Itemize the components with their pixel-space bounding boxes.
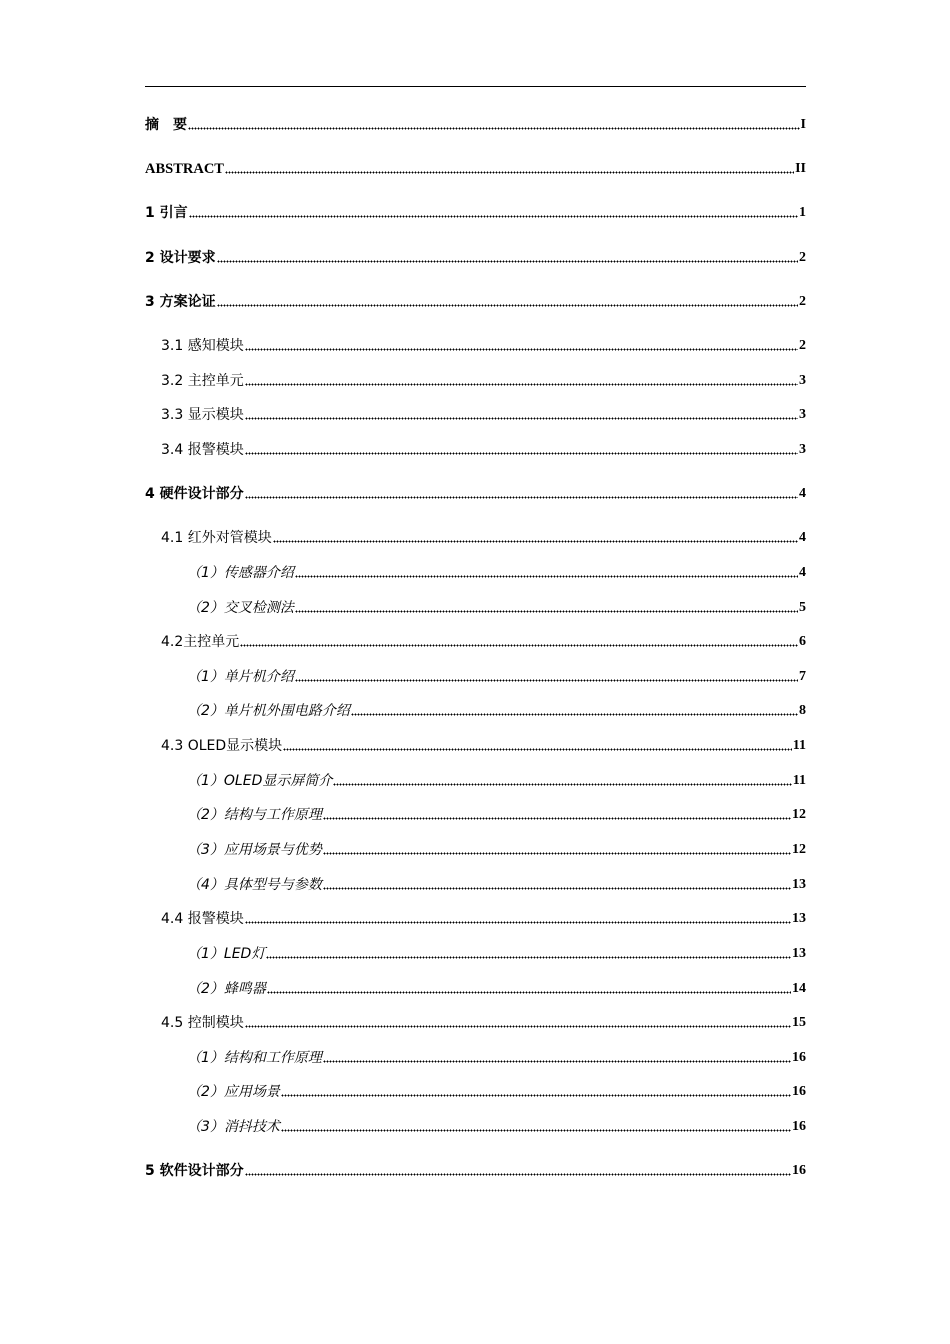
toc-entry[interactable] xyxy=(187,562,806,582)
toc-entry[interactable] xyxy=(187,1116,806,1136)
toc-dot-leader xyxy=(333,783,791,786)
toc-entry-label: 4.1 红外对管模块 xyxy=(161,530,272,546)
toc-dot-leader xyxy=(217,260,798,263)
toc-entry[interactable] xyxy=(187,804,806,824)
toc-entry[interactable] xyxy=(161,908,806,928)
toc-entry-page-number: 16 xyxy=(792,1119,806,1134)
toc-entry[interactable] xyxy=(145,114,806,134)
toc-entry-page-number: 2 xyxy=(799,338,806,353)
toc-entry-page-number: 5 xyxy=(799,600,806,615)
toc-entry-label: （2）单片机外围电路介绍 xyxy=(187,703,350,719)
toc-entry[interactable] xyxy=(187,597,806,617)
toc-entry[interactable] xyxy=(187,874,806,894)
toc-entry[interactable] xyxy=(161,370,806,390)
toc-dot-leader xyxy=(225,171,794,174)
toc-dot-leader xyxy=(188,127,800,130)
toc-entry-label: 3.2 主控单元 xyxy=(161,373,244,389)
toc-entry-page-number: 11 xyxy=(792,738,806,753)
toc-entry-label: （2）交叉检测法 xyxy=(187,600,294,616)
toc-entry-page-number: 16 xyxy=(792,1050,806,1065)
toc-dot-leader xyxy=(245,383,798,386)
toc-dot-leader xyxy=(245,496,798,499)
toc-entry-page-number: 2 xyxy=(799,250,806,265)
toc-entry-label: 5 软件设计部分 xyxy=(145,1163,244,1179)
toc-entry-page-number: 3 xyxy=(799,442,806,457)
header-rule xyxy=(145,86,806,87)
toc-entry[interactable] xyxy=(161,439,806,459)
toc-entry-label: （1）OLED显示屏简介 xyxy=(187,773,333,789)
toc-entry-page-number: 13 xyxy=(792,911,806,926)
toc-entry[interactable] xyxy=(161,1012,806,1032)
toc-entry-label: （1）传感器介绍 xyxy=(187,565,294,581)
toc-dot-leader xyxy=(245,1173,791,1176)
toc-dot-leader xyxy=(217,304,798,307)
toc-entry[interactable] xyxy=(187,666,806,686)
toc-entry-label: （4）具体型号与参数 xyxy=(187,877,322,893)
toc-dot-leader xyxy=(267,991,791,994)
toc-entry[interactable] xyxy=(161,404,806,424)
toc-dot-leader xyxy=(273,540,798,543)
toc-entry-page-number: 13 xyxy=(792,946,806,961)
toc-entry-page-number: 4 xyxy=(799,565,806,580)
toc-entry-label: ABSTRACT xyxy=(145,161,224,177)
toc-entry-label: 4.2主控单元 xyxy=(161,634,240,650)
toc-entry[interactable] xyxy=(145,483,806,503)
toc-dot-leader xyxy=(245,1025,791,1028)
toc-entry-page-number: 12 xyxy=(792,807,806,822)
toc-entry-page-number: 13 xyxy=(792,877,806,892)
toc-entry-label: 4.5 控制模块 xyxy=(161,1015,244,1031)
toc-entry-label: （1）单片机介绍 xyxy=(187,669,294,685)
toc-dot-leader xyxy=(240,644,798,647)
toc-dot-leader xyxy=(281,1129,791,1132)
toc-entry-page-number: 2 xyxy=(799,294,806,309)
toc-dot-leader xyxy=(295,679,798,682)
toc-dot-leader xyxy=(283,748,792,751)
toc-entry[interactable] xyxy=(187,1081,806,1101)
toc-entry-label: 3.1 感知模块 xyxy=(161,338,244,354)
toc-entry-label: 3.3 显示模块 xyxy=(161,407,244,423)
toc-entry[interactable] xyxy=(187,1047,806,1067)
toc-dot-leader xyxy=(245,452,798,455)
toc-entry-label: 1 引言 xyxy=(145,205,188,221)
toc-entry-label: （2）蜂鸣器 xyxy=(187,981,266,997)
toc-entry-page-number: I xyxy=(800,117,806,132)
toc-entry-page-number: 4 xyxy=(799,486,806,501)
toc-dot-leader xyxy=(245,348,798,351)
toc-entry-label: 4.4 报警模块 xyxy=(161,911,244,927)
toc-dot-leader xyxy=(245,921,791,924)
toc-entry[interactable] xyxy=(187,978,806,998)
toc-dot-leader xyxy=(295,575,798,578)
toc-entry-page-number: 16 xyxy=(792,1163,806,1178)
toc-entry[interactable] xyxy=(187,943,806,963)
toc-entry[interactable] xyxy=(145,247,806,267)
toc-entry[interactable] xyxy=(145,202,806,222)
toc-entry[interactable] xyxy=(145,158,806,178)
toc-entry-label: 2 设计要求 xyxy=(145,250,216,266)
toc-dot-leader xyxy=(295,610,798,613)
toc-entry-label: （2）结构与工作原理 xyxy=(187,807,322,823)
toc-entry-label: （2）应用场景 xyxy=(187,1084,280,1100)
toc-entry-page-number: 6 xyxy=(799,634,806,649)
toc-entry-page-number: 7 xyxy=(799,669,806,684)
toc-entry-page-number: 3 xyxy=(799,407,806,422)
toc-entry[interactable] xyxy=(161,735,806,755)
toc-entry[interactable] xyxy=(161,335,806,355)
toc-dot-leader xyxy=(351,713,798,716)
toc-entry-page-number: 16 xyxy=(792,1084,806,1099)
toc-dot-leader xyxy=(323,817,791,820)
toc-entry[interactable] xyxy=(161,527,806,547)
toc-entry-label: 4.3 OLED显示模块 xyxy=(161,738,283,754)
toc-entry-page-number: 12 xyxy=(792,842,806,857)
toc-entry-label: （3）应用场景与优势 xyxy=(187,842,322,858)
toc-entry-page-number: 8 xyxy=(799,703,806,718)
toc-entry-page-number: 1 xyxy=(799,205,806,220)
toc-entry[interactable] xyxy=(187,839,806,859)
toc-entry[interactable] xyxy=(145,291,806,311)
toc-entry-page-number: 3 xyxy=(799,373,806,388)
toc-entry-page-number: 15 xyxy=(792,1015,806,1030)
toc-entry[interactable] xyxy=(145,1160,806,1180)
toc-entry-page-number: 11 xyxy=(792,773,806,788)
toc-entry-label: 摘 要 xyxy=(145,117,187,133)
toc-dot-leader xyxy=(281,1094,791,1097)
toc-entry-label: 3.4 报警模块 xyxy=(161,442,244,458)
toc-entry-label: （1）LED灯 xyxy=(187,946,266,962)
toc-entry-label: （1）结构和工作原理 xyxy=(187,1050,322,1066)
toc-entry-page-number: II xyxy=(795,161,806,176)
toc-entry-label: 4 硬件设计部分 xyxy=(145,486,244,502)
toc-entry[interactable] xyxy=(187,700,806,720)
toc-entry[interactable] xyxy=(187,770,806,790)
toc-dot-leader xyxy=(189,215,798,218)
toc-entry-page-number: 14 xyxy=(792,981,806,996)
toc-dot-leader xyxy=(266,956,791,959)
toc-dot-leader xyxy=(323,852,791,855)
toc-dot-leader xyxy=(323,887,791,890)
toc-dot-leader xyxy=(245,417,798,420)
toc-dot-leader xyxy=(323,1060,791,1063)
toc-entry-page-number: 4 xyxy=(799,530,806,545)
toc-entry[interactable] xyxy=(161,631,806,651)
toc-entry-label: （3）消抖技术 xyxy=(187,1119,280,1135)
toc-entry-label: 3 方案论证 xyxy=(145,294,216,310)
